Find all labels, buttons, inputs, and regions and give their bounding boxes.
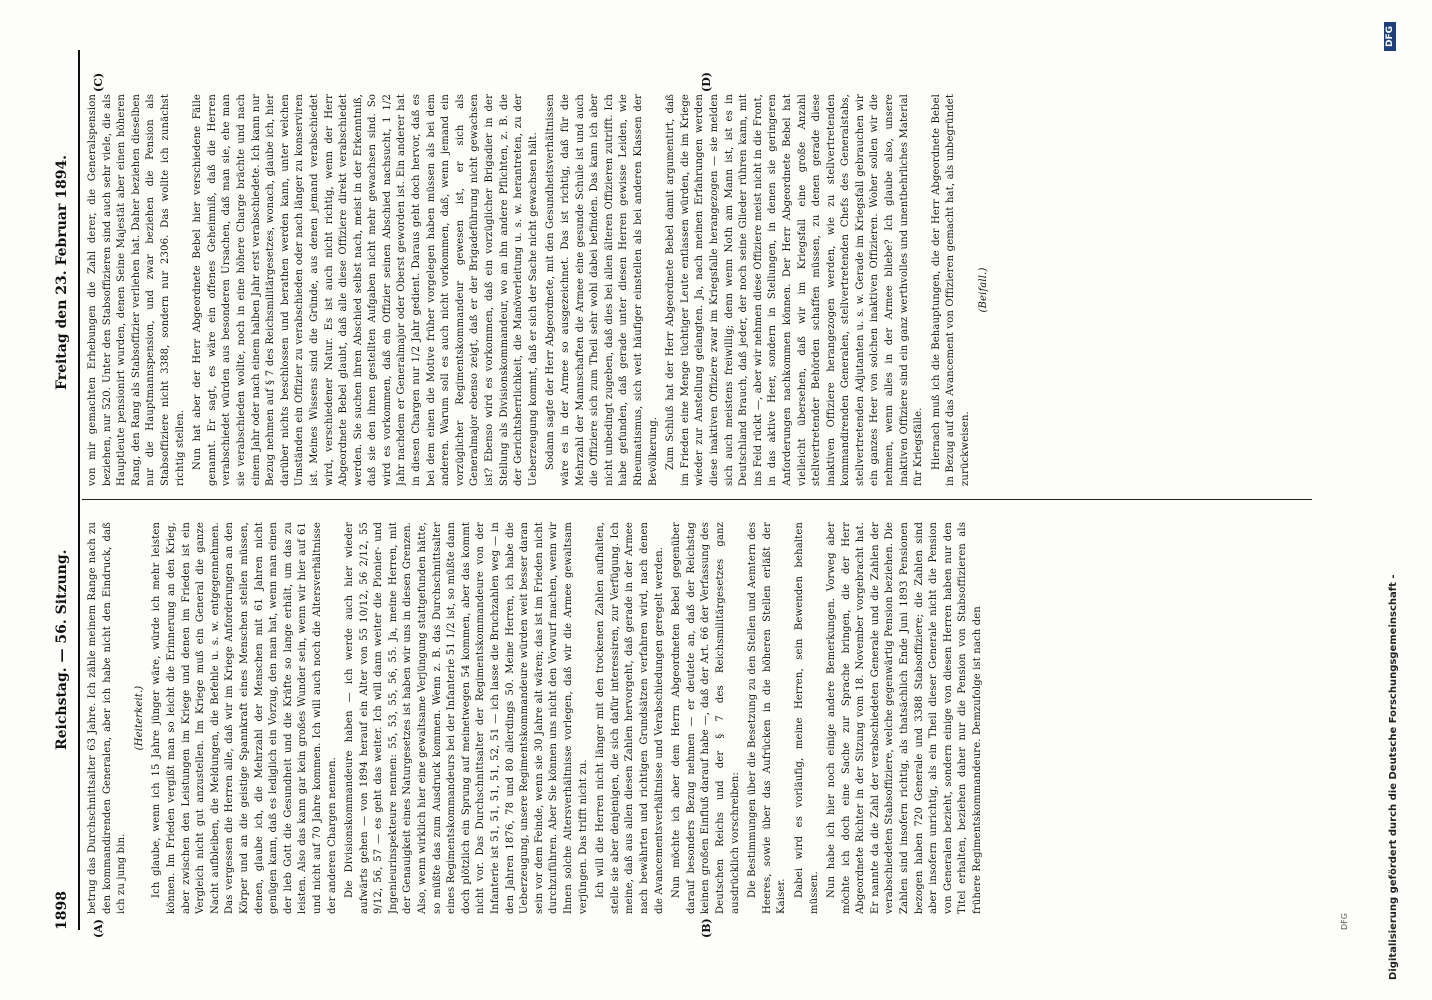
dfg-logo: DFG <box>1384 22 1396 51</box>
session-date: Freitag den 23. Februar 1894. <box>54 154 70 390</box>
paragraph: Ich glaube, wenn ich 15 Jahre jünger wäre, würde ich mehr leisten können. Im Frieden vergißt man so leicht die Erinnerung an den Krieg, aber zwischen den Leistungen im Kriege und denen im Frieden ist ein Vergleich nicht gut anzustellen. Im Kriege muß ein General die ganze Nacht aufbleiben, die Meldungen, die Befehle u. s. w. entgegennehmen. Das vergessen die Herren alle, daß wir im Kriege Anforderungen an den Körper und an die geistige Spannkraft eines Menschen stellen müssen, denen, glaube ich, die Mehrzahl der Menschen mit 61 Jahren nicht genügen kann, daß es lediglich ein Vorzug, den man hat, wenn man einen der lieb Gott die Gesundheit und die Kräfte so lange erhält, um das zu leisten. Also das kann gar kein großes Wunder sein, wenn wir hier auf 61 und nicht auf 70 Jahre kommen. Ich will auch noch die Altersverhältnisse der anderen Chargen nennen. <box>151 522 338 914</box>
paragraph: betrug das Durchschnittsalter 63 Jahre. Ich zähle meinem Range nach zu den kommandirenden Generalen, aber ich habe nicht den Eindruck, daß ich zu jung bin. <box>87 522 128 914</box>
paragraph: Nun hat aber der Herr Abgeordnete Bebel hier verschiedene Fälle genannt. Er sagt, es wäre ein offenes Geheimniß, daß die Herren verabschiedet würden aus besonderen Ursachen, daß man sie, ehe man sie verabschieden wollte, noch in eine höhere Charge brächte und nach einem Jahr oder nach einem halben Jahr erst verabschiedete. Ich kann nur Bezug nehmen auf § 7 des Reichsmilitärgesetzes, wonach, glaube ich, hier darüber nichts beschlossen und berathen werden kann, unter welchen Umständen ein Offizier zu verabschieden oder nach länger zu konserviren ist. Meines Wissens sind die Gründe, aus denen jemand verabschiedet wird, verschiedener Natur. Es ist auch nicht richtig, wenn der Herr Abgeordnete Bebel glaubt, daß alle diese Offiziere direkt verabschiedet werden. Sie suchen ihren Abschied selbst nach, meist in der Erkenntniß, daß sie den ihnen gestellten Aufgaben nicht mehr gewachsen sind. So wird es vorkommen, daß ein Offizier seinen Abschied nachsucht, 1 1/2 Jahr nachdem er Generalmajor oder Oberst geworden ist. Ein anderer hat in diesen Chargen nur 1/2 Jahr gedient. Daraus geht doch hervor, daß es bei dem einen die Motive früher vorgelegen haben müssen als bei dem anderen. Warum soll es auch nicht vorkommen, daß, wenn jemand ein vorzüglicher Regimentskommandeur gewesen ist, er sich als Generalmajor ebenso zeigt, daß er der Brigadeführung nicht gewachsen ist? Ebenso wird es vorkommen, daß ein vorzüglicher Brigadier in der Stellung als Divisionskommandeur, wo an ihn andere Pflichten, z. B. die der Gerichtsherrlichkeit, die Manöverleitung u. s. w. herantreten, zu der Ueberzeugung kommt, daß er sich der Sache nicht gewachsen hält. <box>192 94 539 486</box>
paragraph: Nun habe ich hier noch einige andere Bemerkungen. Vorweg aber möchte ich doch eine Sache zur Sprache bringen, die der Herr Abgeordnete Richter in der Sitzung vom 18. November vorgebracht hat. Er nannte da die Zahl der verabschiedeten Generale und die Zahlen der verabschiedeten Stabsoffiziere, welche gegenwärtig Pension beziehen. Die Zahlen sind insofern richtig, als thatsächlich Ende Juni 1893 Pensionen bezogen haben 720 Generale und 3388 Stabsoffiziere; die Zahlen sind aber insofern unrichtig, als ein Theil dieser Generale nicht die Pension von Generalen bezieht, sondern einige von diesen Herren haben nur den Titel erhalten, beziehen daher nur die Pension von Stabsoffizieren als frühere Regimentskommandeure. Demzufolge ist nach den <box>826 522 984 914</box>
text-column-left <box>86 522 1306 914</box>
margin-marker-b: (B) <box>700 918 713 938</box>
paragraph: Nun möchte ich aber dem Herrn Abgeordneten Bebel gegenüber darauf besonders Bezug nehmen — er deutete an, daß der Reichstag keinen großen Einfluß darauf habe —, daß der Art. 66 der Verfassung des Deutschen Reichs und der § 7 des Reichsmilitärgesetzes ganz ausdrücklich vorschreiben: <box>671 522 741 914</box>
paragraph: Hiernach muß ich die Behauptungen, die der Herr Abgeordnete Bebel in Bezug auf das Avancement von Offizieren gemacht hat, als unbegründet zurückweisen. <box>930 94 972 486</box>
page-number: 1898 <box>54 891 70 930</box>
paragraph: Dabei wird es vorläufig, meine Herren, sein Bewenden behalten müssen. <box>793 522 820 914</box>
text-column-right <box>86 94 1306 486</box>
column-divider <box>82 499 1312 500</box>
margin-marker-d: (D) <box>700 72 713 92</box>
paragraph: Die Divisionskommandeure haben — ich werde auch hier wieder aufwärts gehen — von 1894 herauf ein Alter von 55 10/12, 56 2/12, 55 9/12, 56, 57 — es geht das weiter. Ich will dann weiter die Pionier- und Jngenieurinspekteure nennen: 55, 53, 55, 56, 55. Ja, meine Herren, mit der Genauigkeit eines Naturgesetzes ist haben wir uns in diesen Grenzen. Also, wenn wirklich hier eine gewaltsame Verjüngung stattgefunden hätte, so müßte das zum Ausdruck kommen. Wenn z. B. das Durchschnittsalter eines Regimentskommandeurs bei der Infanterie 51 1/2 ist, so müßte dann doch plötzlich ein Sprung auf meinetwegen 54 kommen, aber das kommt nicht vor. Das Durchschnittsalter der Regimentskommandeure von der Infanterie ist 51, 51, 51, 51, 52, 51 — ich lasse die Bruchzahlen weg — in den Jahren 1876, 78 und 80 allerdings 50. Meine Herren, ich habe die Ueberzeugung, unsere Regimentskommandeure würden weit besser daran sein vor dem Feinde, wenn sie 30 Jahre alt wären; das ist im Frieden nicht durchzuführen. Aber Sie können uns nicht den Vorwurf machen, wenn wir Ihnen solche Altersverhältnisse vorlegen, daß wir die Armee gewaltsam verjüngen. Das trifft nicht zu. <box>344 522 589 914</box>
margin-marker-a: (A) <box>92 919 105 938</box>
page-header <box>48 50 80 930</box>
paragraph: von mir gemachten Erhebungen die Zahl derer, die Generalspension beziehen, nur 520. Unter den Stabsoffizieren sind auch sehr viele, die als Hauptleute pensionirt wurden, denen Seine Majestät aber einen höheren Rang, den Rang als Stabsoffizier verliehen hat. Daher beziehen dieselben nur die Hauptmannspension, und zwar beziehen die Pension als Stabsoffiziere nicht 3388, sondern nur 2306. Das wollte ich zunächst richtig stellen. <box>87 94 186 486</box>
digitization-mark: DFG <box>1340 913 1349 930</box>
paragraph: Ich will die Herren nicht länger mit den trockenen Zahlen aufhalten, stelle sie aber denjenigen, die sich dafür interessiren, zur Verfügung. Ich meine, daß aus allen diesen Zahlen hervorgeht, daß gerade in der Armee nach bewährten und richtigen Grundsätzen verfahren wird, nach denen die Avancementsverhältnisse und Verabschiedungen geregelt werden. <box>595 522 665 914</box>
session-title: Reichstag. — 56. Sitzung. <box>54 549 70 750</box>
interjection: (Beifall.) <box>977 267 989 313</box>
interjection: (Heiterkeit.) <box>133 685 145 751</box>
paragraph: Zum Schluß hat der Herr Abgeordnete Bebel damit argumentirt, daß im Frieden eine Menge tüchtiger Leute entlassen würden, die im Kriege wieder zur Anstellung gelangten. Ja, nach meinen Erfahrungen werden diese inaktiven Offiziere zwar im Kriegsfalle herangezogen — sie melden sich auch meistens freiwillig; denn wenn Noth am Mann ist, ist es in Deutschland Brauch, daß jeder, der noch seine Glieder rühren kann, mit ins Feld rückt —, aber wir nehmen diese Offiziere meist nicht in die Front, in das aktive Heer, sondern in Stellungen, in denen sie geringeren Anforderungen nachkommen können. Der Herr Abgeordnete Bebel hat vielleicht übersehen, daß wir im Kriegsfall eine große Anzahl stellvertretender Behörden schaffen müssen, zu denen gerade diese inaktiven Offiziere herangezogen werden, wie zu stellvertretenden kommandirenden Generalen, stellvertretenden Chefs des Generalstabs, stellvertretenden Adjutanten u. s. w. Gerade im Kriegsfall gebrauchen wir ein ganzes Heer von solchen inaktiven Offizieren. Woher sollen wir die nehmen, wenn alles in der Armee bliebe? Ich glaube also, unsere inaktiven Offiziere sind ein ganz werthvolles und unentbehrliches Material für Kriegsfälle. <box>665 94 925 486</box>
digitization-note: Digitalisierung gefördert durch die Deutsche Forschungsgemeinschaft - <box>1388 574 1399 980</box>
paragraph: Sodann sagte der Herr Abgeordnete, mit den Gesundheitsverhältnissen wäre es in der Armee so ausgezeichnet. Das ist richtig, daß für die Mehrzahl der Mannschaften die Armee eine gesunde Schule ist und auch die Offiziere sich zum Theil sehr wohl dabei befinden. Das kann ich aber nicht unbedingt zugeben, daß dies bei allen älteren Offizieren zutrifft. Ich habe gefunden, daß gerade unter diesen Herren gewisse Leiden, wie Rheumatismus, sich weit häufiger einstellen als bei anderen Klassen der Bevölkerung. <box>545 94 659 486</box>
quoted-paragraph: Die Bestimmungen über die Besetzung zu den Stellen und Aemtern des Heeres, sowie über das Aufrücken in die höheren Stellen erläßt der Kaiser. <box>747 522 788 914</box>
margin-marker-c: (C) <box>92 72 105 92</box>
